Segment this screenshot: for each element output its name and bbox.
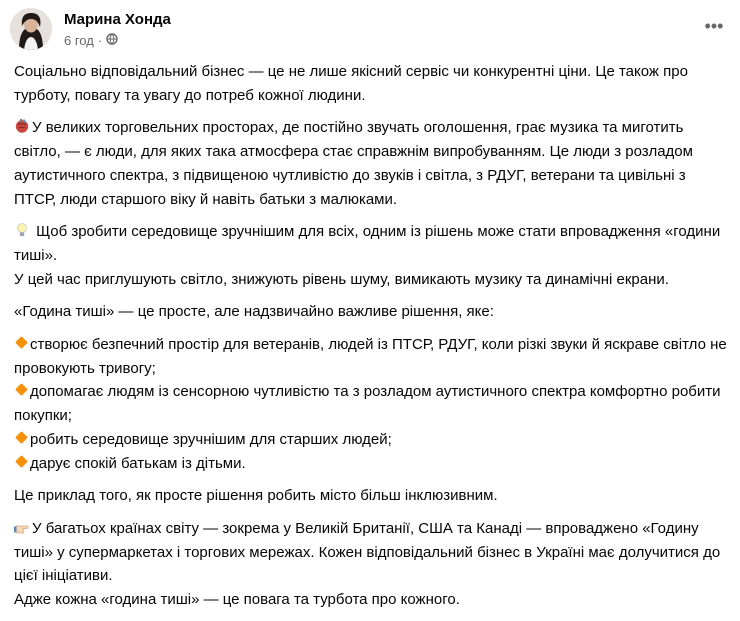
paragraph-text: У великих торговельних просторах, де постійно звучать оголошення, грає музика та миготить світло, — є люди, для яких така атмосфера стає справжнім випробуванням. Це люди з розладом аутистичного спектра, з підвищеною чутливістю до звуків і світла, з РДУГ, ветерани та цивільні з ПТСР, люди старшого віку й навіть батьки з малюками. [14, 119, 693, 208]
orange-diamond-emoji [14, 431, 30, 445]
paragraph-stores [14, 116, 730, 211]
paragraph-text: Соціально відповідальний бізнес — це не лише якісний сервіс чи конкурентні ціни. Це також про турботу, повагу та увагу до потреб кожної людини. [14, 63, 688, 104]
avatar-photo [10, 8, 52, 50]
pointing-hand-emoji [14, 519, 30, 535]
post-meta [64, 33, 118, 48]
paragraph-text: У багатьох країнах світу — зокрема у Великій Британії, США та Канаді — впроваджено «Годину тиші» у супермаркетах і торгових мережах. Кожен відповідальний бізнес в Україні має долучитися до цієї ініціативи. [14, 519, 721, 585]
paragraph-quiet-hour [14, 220, 730, 291]
anatomical-heart-emoji [14, 118, 30, 134]
light-bulb-emoji [14, 222, 30, 238]
paragraph-example [14, 484, 730, 508]
list-item: створює безпечний простір для ветеранів, людей із ПТСР, РДУГ, коли різкі звуки й яскраве світло не провокують тривогу; [14, 336, 727, 377]
list-item: допомагає людям із сенсорною чутливістю та з розладом аутистичного спектра комфортно робити покупки; [14, 383, 721, 425]
list-item: робить середовище зручнішим для старших людей; [30, 430, 392, 448]
globe-icon [106, 33, 118, 48]
orange-diamond-emoji [14, 336, 30, 350]
post-header [10, 8, 730, 52]
meta-separator: · [97, 33, 103, 48]
paragraph-text: Це приклад того, як просте рішення робить місто більш інклюзивним. [14, 487, 498, 505]
author-name[interactable]: Марина Хонда [64, 11, 171, 28]
benefits-list [14, 333, 730, 475]
list-item: дарує спокій батькам із дітьми. [30, 454, 246, 472]
orange-diamond-emoji [14, 455, 30, 469]
paragraph-definition [14, 300, 730, 324]
paragraph-text: У цей час приглушують світло, знижують рівень шуму, вимикають музику та динамічні екрани. [14, 270, 669, 288]
orange-diamond-emoji [14, 383, 30, 397]
paragraph-text: Щоб зробити середовище зручнішим для всіх, одним із рішень може стати впровадження «години тиші». [14, 223, 721, 264]
post-time[interactable]: 6 год [64, 33, 94, 48]
paragraph-text: «Година тиші» — це просте, але надзвичайно важливе рішення, яке: [14, 303, 494, 321]
paragraph-text: Адже кожна «година тиші» — це повага та турбота про кожного. [14, 591, 460, 609]
paragraph-world [14, 517, 730, 612]
paragraph-intro [14, 60, 730, 107]
more-options-icon[interactable]: ••• [704, 16, 724, 36]
post-text [14, 60, 730, 621]
author-avatar[interactable] [10, 8, 52, 50]
